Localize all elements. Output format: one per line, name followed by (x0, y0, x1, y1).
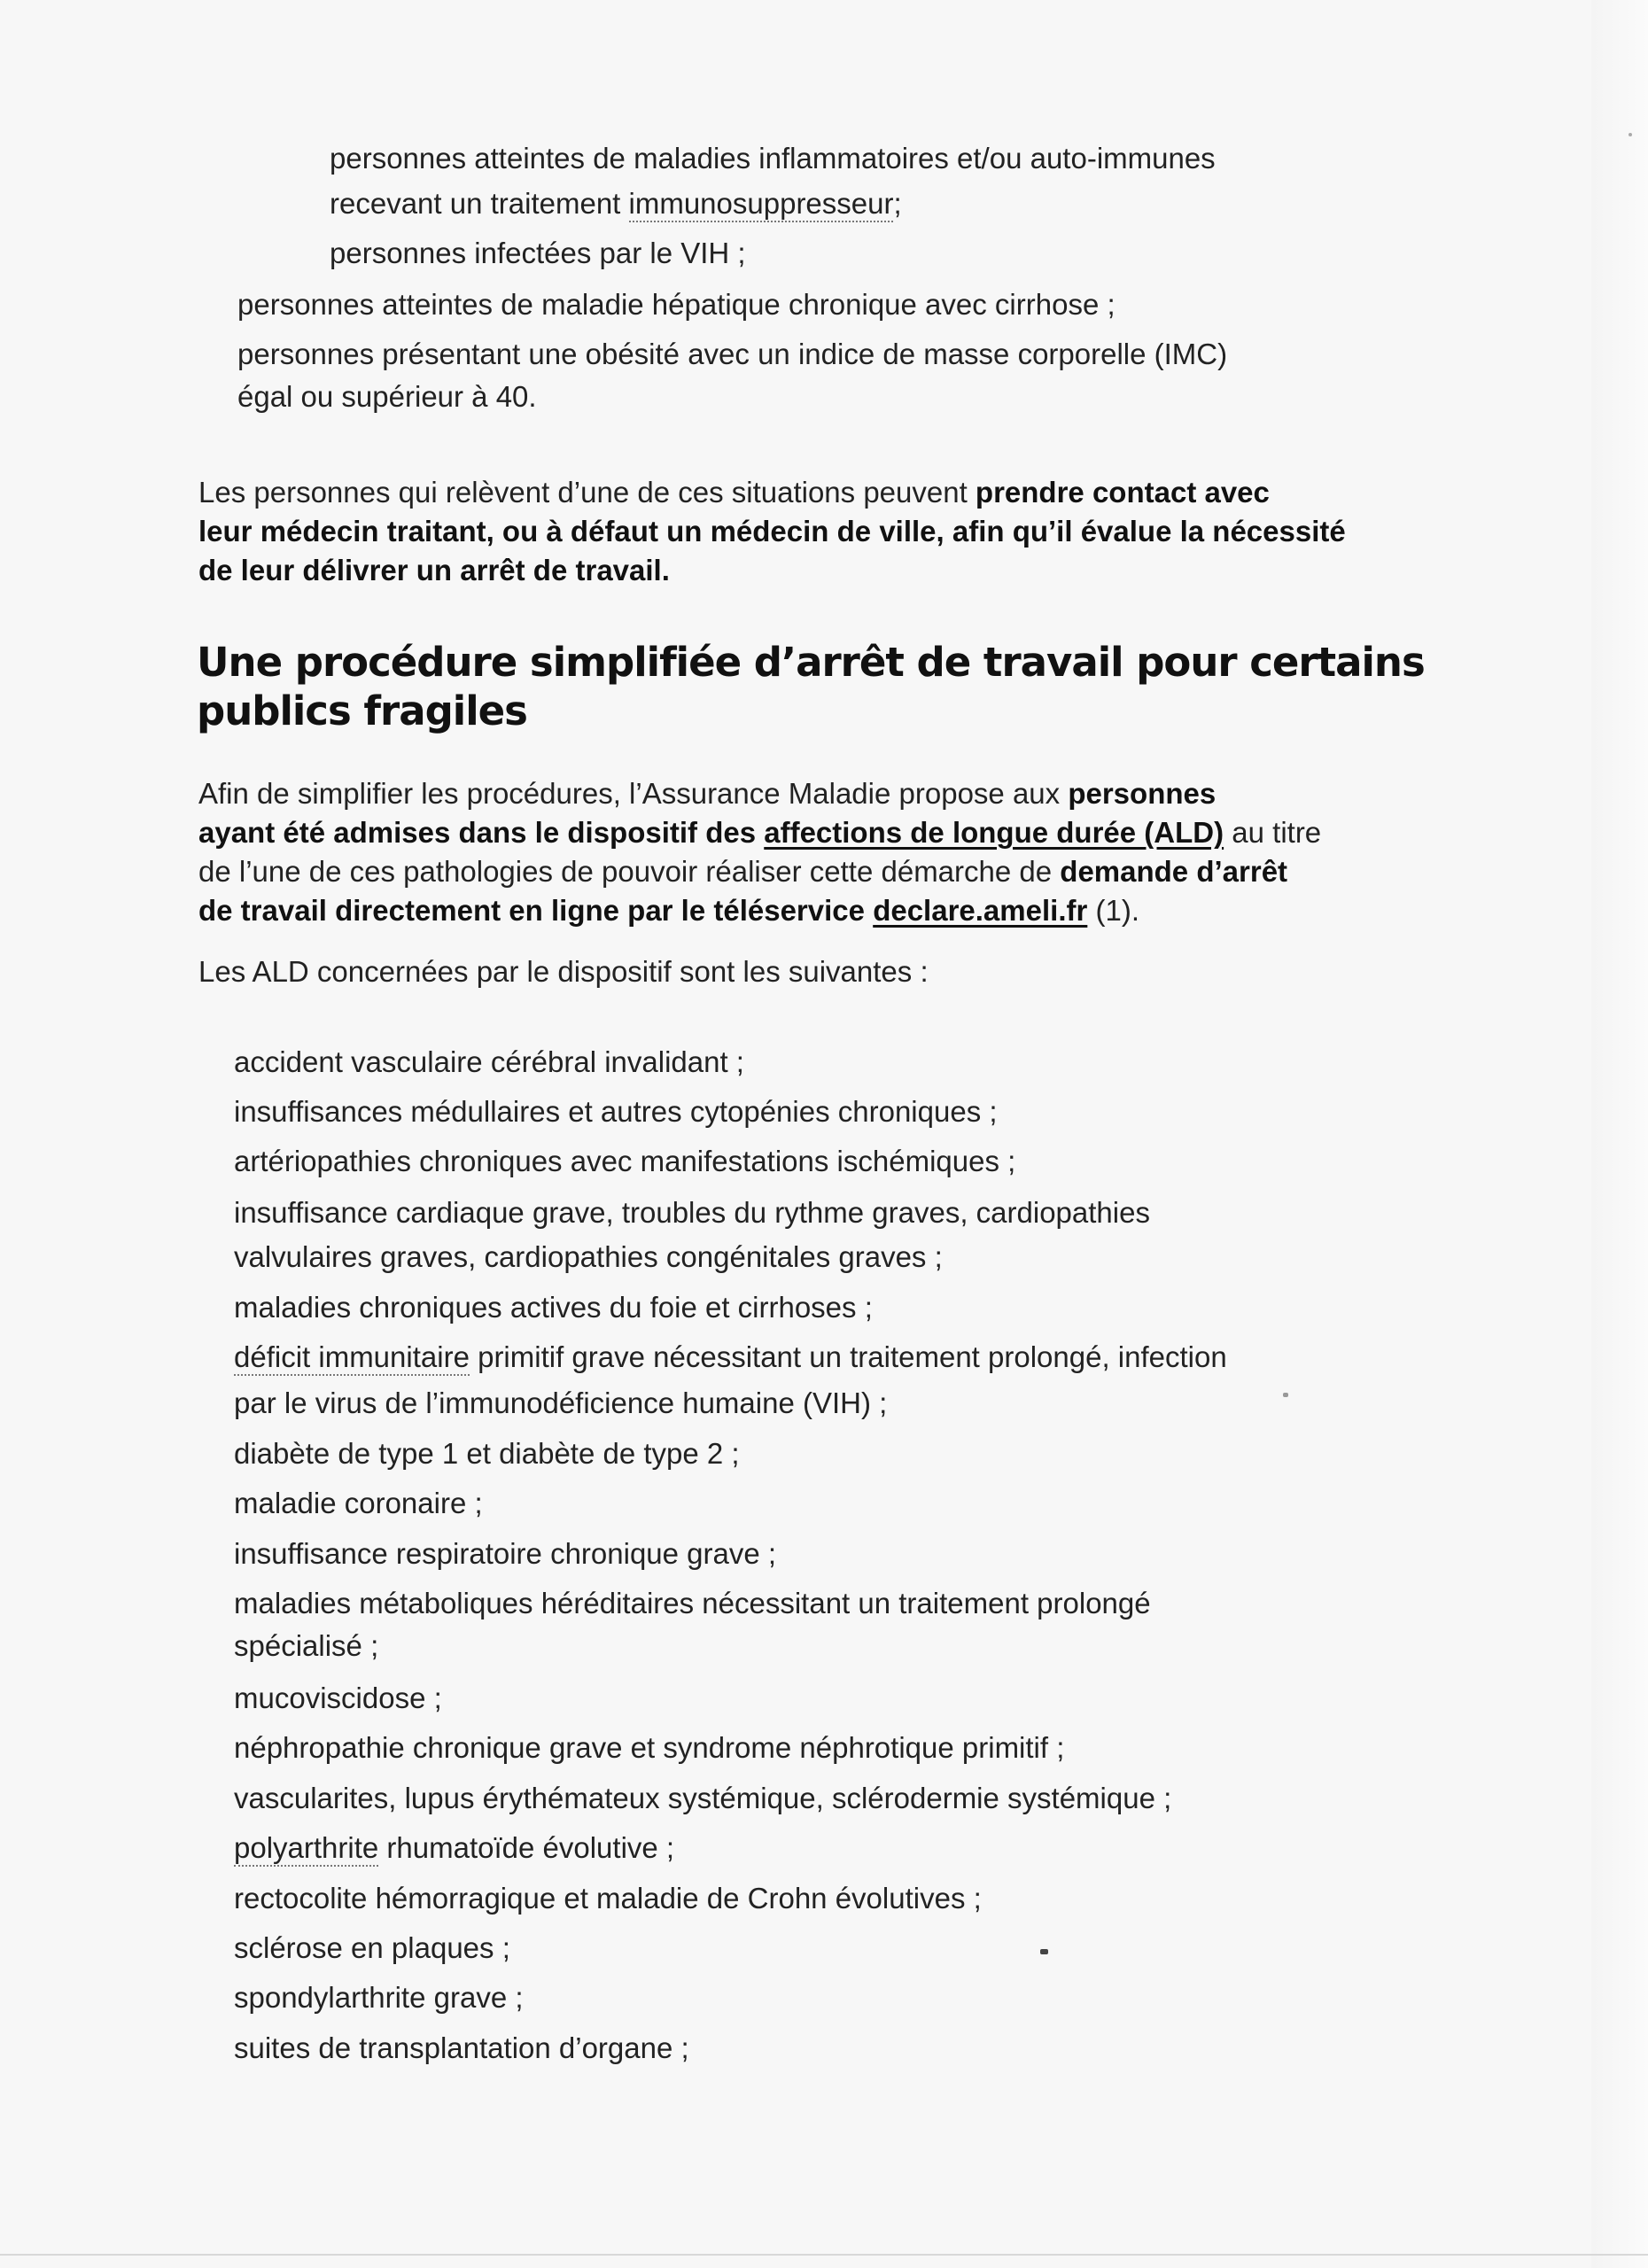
contact-paragraph-line (198, 510, 1346, 553)
ald-list-item-continuation: par le virus de l’immunodéficience humaine (VIH) ; (234, 1386, 888, 1419)
section-heading-continuation: publics fragiles (197, 687, 527, 734)
ald-list-item (234, 1827, 674, 1869)
list-text: primitif grave nécessitant un traitement prolongé, infection (469, 1340, 1227, 1373)
ald-list-item: insuffisance respiratoire chronique grave ; (234, 1537, 777, 1570)
ald-intro: Les ALD concernées par le dispositif sont les suivantes : (198, 955, 929, 988)
list-item: personnes atteintes de maladie hépatique chronique avec cirrhose ; (237, 288, 1116, 321)
ald-list-item: spondylarthrite grave ; (234, 1981, 524, 2014)
ald-list-item: vascularites, lupus érythémateux systémique, sclérodermie systémique ; (234, 1782, 1172, 1814)
list-item-continuation (330, 183, 902, 225)
glossary-term-deficit-immunitaire[interactable]: déficit immunitaire (234, 1340, 470, 1376)
procedure-paragraph-line (198, 889, 1139, 932)
glossary-term-immunosuppresseur[interactable]: immunosuppresseur (629, 187, 894, 222)
page-bottom-edge (0, 2254, 1648, 2256)
ald-list-item-continuation: valvulaires graves, cardiopathies congénitales graves ; (234, 1240, 943, 1273)
ald-list-item: accident vasculaire cérébral invalidant ; (234, 1045, 744, 1078)
procedure-paragraph-line (198, 850, 1287, 893)
link-declare-ameli[interactable]: declare.ameli.fr (873, 894, 1088, 927)
list-text: ; (893, 187, 902, 220)
list-item: personnes atteintes de maladies inflammatoires et/ou auto-immunes (330, 142, 1216, 175)
ald-list-item: sclérose en plaques ; (234, 1931, 510, 1964)
scan-speck (1629, 133, 1632, 136)
link-ald[interactable]: affections de longue durée (ALD) (764, 816, 1224, 849)
ald-list-item (234, 1336, 1227, 1379)
scan-edge (1591, 0, 1648, 2268)
contact-paragraph-line (198, 471, 1270, 514)
paragraph-text: Les personnes qui relèvent d’une de ces situations peuvent (198, 476, 976, 509)
paragraph-emphasis: prendre contact avec (975, 476, 1270, 509)
list-item: personnes infectées par le VIH ; (330, 237, 746, 269)
paragraph-emphasis: leur médecin traitant, ou à défaut un médecin de ville, afin qu’il évalue la nécessité (198, 515, 1346, 548)
paragraph-emphasis: ayant été admises dans le dispositif des (198, 816, 765, 849)
paragraph-text: Afin de simplifier les procédures, l’Assurance Maladie propose aux (198, 777, 1069, 810)
paragraph-text: au titre (1224, 816, 1322, 849)
ald-list-item: diabète de type 1 et diabète de type 2 ; (234, 1437, 740, 1470)
ald-list-item: insuffisances médullaires et autres cytopénies chroniques ; (234, 1095, 998, 1128)
list-item-continuation: égal ou supérieur à 40. (237, 380, 537, 413)
paragraph-text: de l’une de ces pathologies de pouvoir réaliser cette démarche de (198, 855, 1061, 888)
contact-paragraph-line (198, 549, 670, 592)
ald-list-item: maladies métaboliques héréditaires nécessitant un traitement prolongé (234, 1587, 1151, 1619)
paragraph-emphasis: personnes (1068, 777, 1217, 810)
procedure-paragraph-line (198, 773, 1216, 815)
ald-list-item: insuffisance cardiaque grave, troubles du rythme graves, cardiopathies (234, 1196, 1150, 1229)
paragraph-emphasis: demande d’arrêt (1060, 855, 1288, 888)
scan-speck (1040, 1949, 1048, 1954)
scan-speck (1283, 1393, 1288, 1397)
paragraph-emphasis: de leur délivrer un arrêt de travail. (198, 554, 670, 586)
procedure-paragraph-line (198, 812, 1321, 854)
ald-list-item: maladies chroniques actives du foie et cirrhoses ; (234, 1291, 873, 1324)
paragraph-text: (1). (1087, 894, 1139, 927)
ald-list-item: néphropathie chronique grave et syndrome néphrotique primitif ; (234, 1731, 1065, 1764)
ald-list-item: maladie coronaire ; (234, 1487, 483, 1519)
ald-list-item: rectocolite hémorragique et maladie de Crohn évolutives ; (234, 1882, 982, 1915)
ald-list-item: mucoviscidose ; (234, 1682, 442, 1714)
list-text: recevant un traitement (330, 187, 629, 220)
glossary-term-polyarthrite[interactable]: polyarthrite (234, 1831, 378, 1867)
ald-list-item-continuation: spécialisé ; (234, 1629, 379, 1662)
paragraph-emphasis: de travail directement en ligne par le téléservice (198, 894, 874, 927)
list-text: rhumatoïde évolutive ; (378, 1831, 675, 1864)
ald-list-item: suites de transplantation d’organe ; (234, 2031, 689, 2064)
ald-list-item: artériopathies chroniques avec manifestations ischémiques ; (234, 1145, 1016, 1177)
section-heading: Une procédure simplifiée d’arrêt de travail pour certains (197, 639, 1425, 686)
list-item: personnes présentant une obésité avec un indice de masse corporelle (IMC) (237, 338, 1228, 370)
